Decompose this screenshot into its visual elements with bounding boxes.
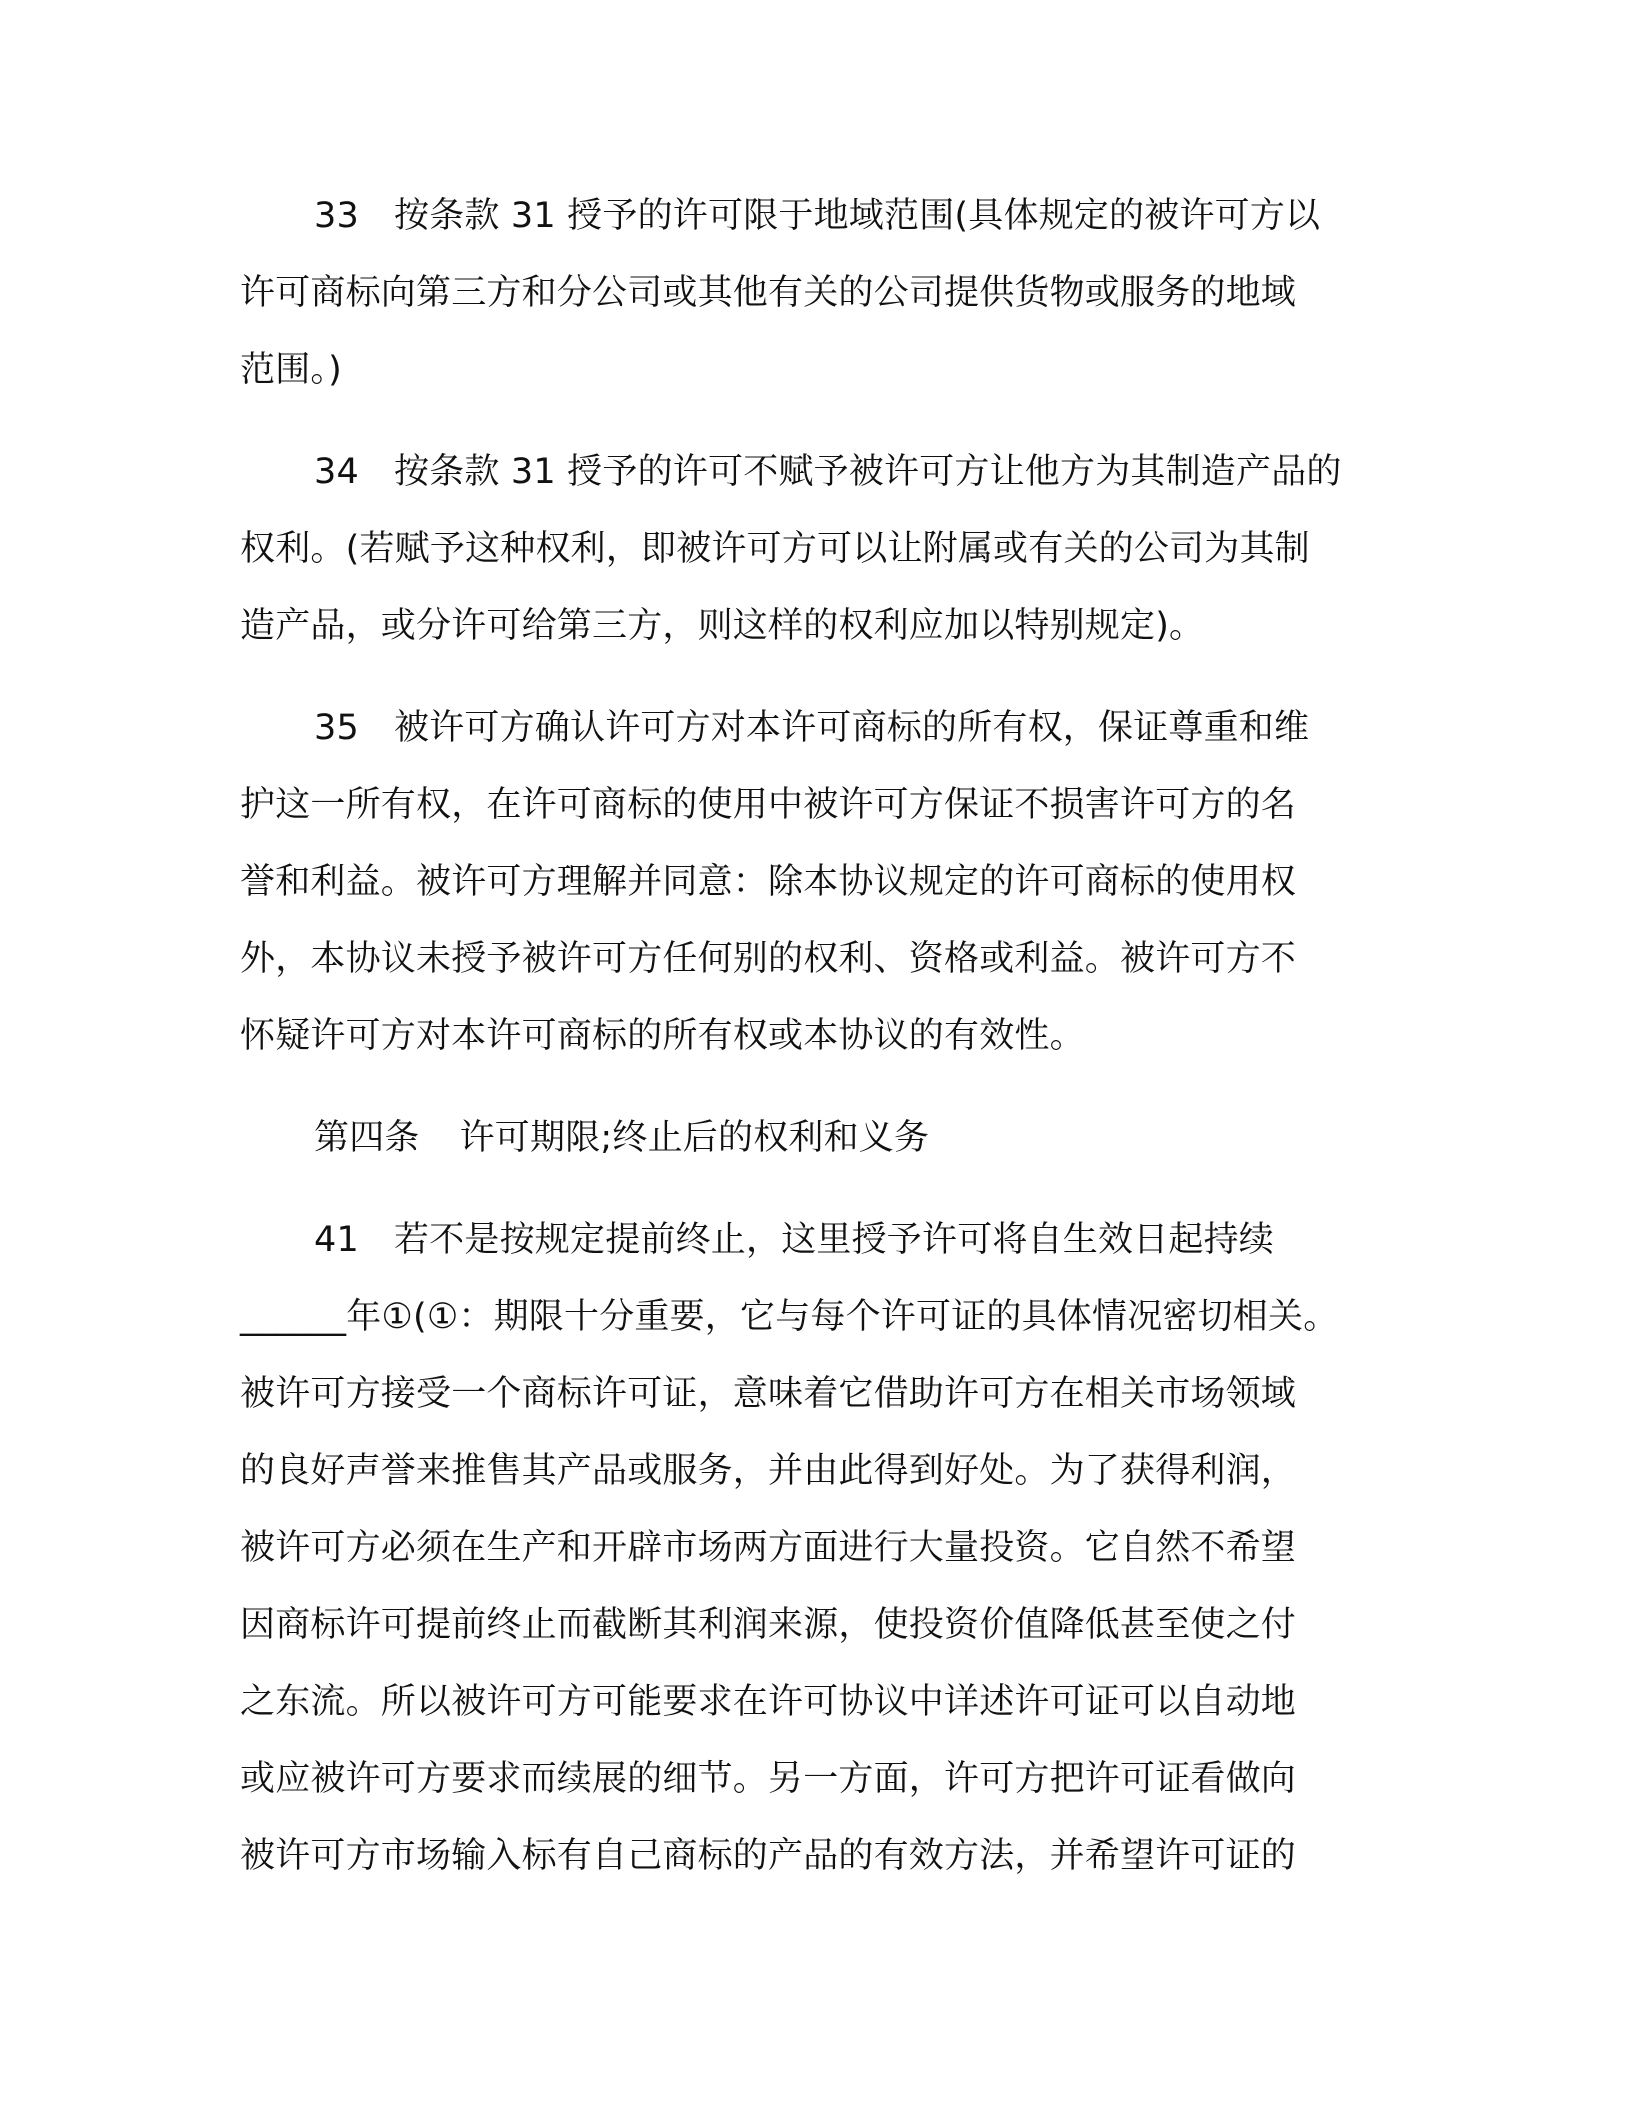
section-35-line-2: 护这一所有权，在许可商标的使用中被许可方保证不损害许可方的名 [240,785,1297,825]
section-41-line-5: 被许可方必须在生产和开辟市场两方面进行大量投资。它自然不希望 [240,1528,1297,1568]
section-34-line-2: 权利。(若赋予这种权利，即被许可方可以让附属或有关的公司为其制 [240,529,1310,569]
section-number: 33 [314,196,359,236]
section-33-line-1 [314,194,1320,238]
section-41-line-4: 的良好声誉来推售其产品或服务，并由此得到好处。为了获得利润， [240,1451,1297,1491]
article-label: 第四条 [314,1118,420,1158]
section-number: 35 [314,708,359,748]
article-heading [314,1116,929,1160]
section-34-line-3: 造产品，或分许可给第三方，则这样的权利应加以特别规定)。 [240,606,1205,646]
section-34-line-1 [314,450,1342,494]
paragraph-text: 若不是按规定提前终止，这里授予许可将自生效日起持续 [394,1220,1275,1260]
section-35-line-4: 外，本协议未授予被许可方任何别的权利、资格或利益。被许可方不 [240,939,1297,979]
section-41-line-3: 被许可方接受一个商标许可证，意味着它借助许可方在相关市场领域 [240,1374,1297,1414]
section-33-line-2: 许可商标向第三方和分公司或其他有关的公司提供货物或服务的地域 [240,273,1297,313]
section-35-line-3: 誉和利益。被许可方理解并同意：除本协议规定的许可商标的使用权 [240,862,1297,902]
section-number: 34 [314,452,359,492]
section-41-line-7: 之东流。所以被许可方可能要求在许可协议中详述许可证可以自动地 [240,1682,1297,1722]
paragraph-text: 按条款 31 授予的许可限于地域范围(具体规定的被许可方以 [394,196,1321,236]
section-41-line-8: 或应被许可方要求而续展的细节。另一方面，许可方把许可证看做向 [240,1759,1297,1799]
paragraph-text: 被许可方确认许可方对本许可商标的所有权，保证尊重和维 [394,708,1310,748]
section-41-line-1 [314,1218,1274,1262]
section-41-line-6: 因商标许可提前终止而截断其利润来源，使投资价值降低甚至使之付 [240,1605,1297,1645]
section-35-line-5: 怀疑许可方对本许可商标的所有权或本协议的有效性。 [240,1016,1085,1056]
section-number: 41 [314,1220,359,1260]
section-33-line-3: 范围。) [240,350,342,390]
section-35-line-1 [314,706,1309,750]
paragraph-text: 按条款 31 授予的许可不赋予被许可方让他方为其制造产品的 [394,452,1342,492]
section-41-line-9: 被许可方市场输入标有自己商标的产品的有效方法，并希望许可证的 [240,1836,1297,1876]
article-title: 许可期限;终止后的权利和义务 [459,1118,930,1158]
section-41-line-2: ______年①(①：期限十分重要，它与每个许可证的具体情况密切相关。 [240,1297,1339,1337]
